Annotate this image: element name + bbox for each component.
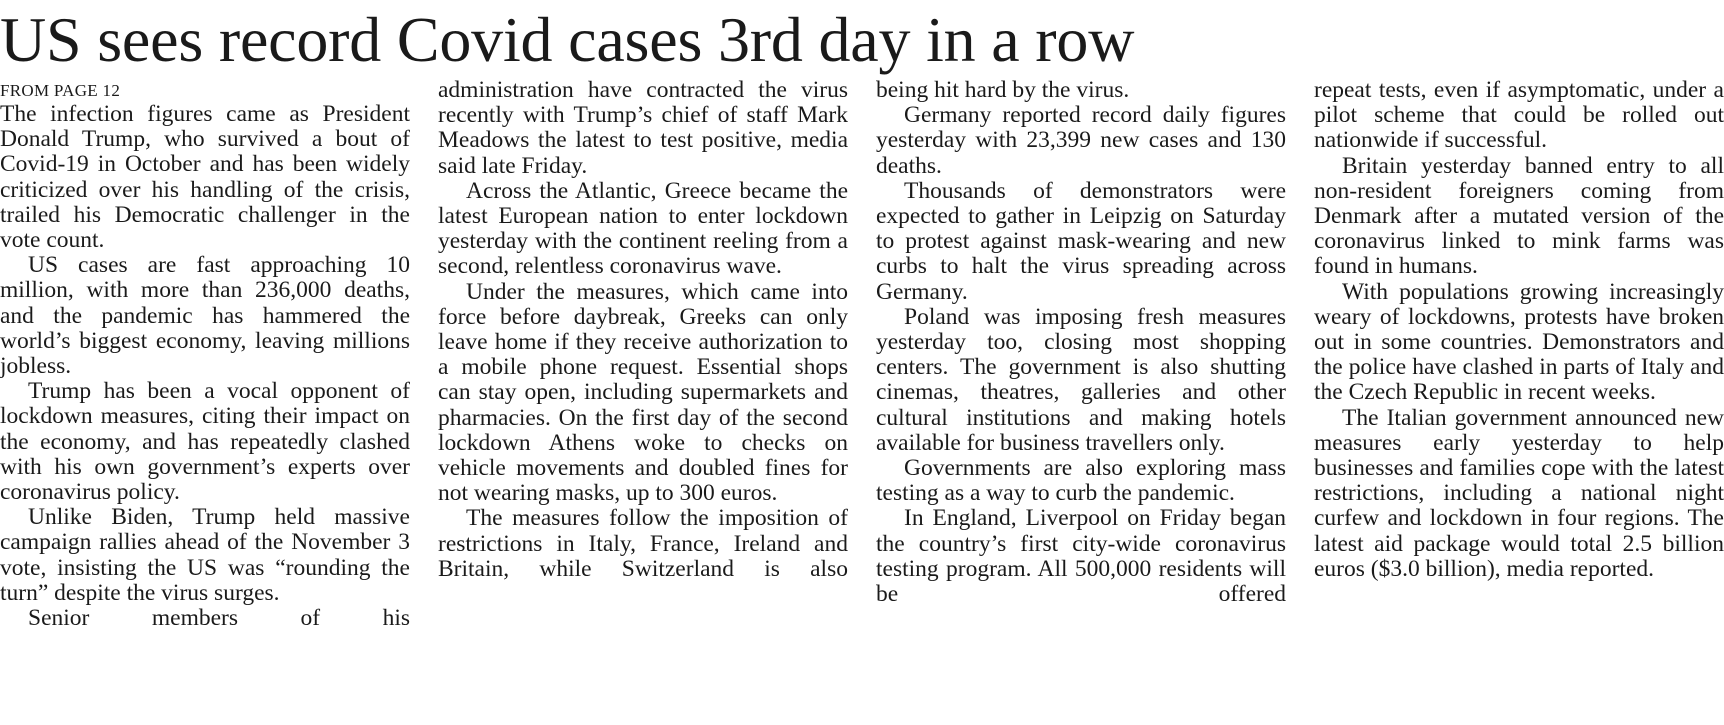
article-paragraph: Governments are also exploring mass testing as a way to curb the pandemic. xyxy=(876,455,1286,507)
article-paragraph: The Italian government announced new measures early yesterday to help businesses and families cope with the latest restrictions, including a national night curfew and lockdown in four regions. The latest aid package would total 2.5 billion euros ($3.0 billion), media reported. xyxy=(1314,404,1724,582)
article-paragraph: Poland was imposing fresh measures yesterday too, closing most shopping centers. The government is also shutting cinemas, theatres, galleries and other cultural institutions and making hotels available for business travellers only. xyxy=(876,303,1286,456)
article-body xyxy=(0,78,1724,723)
article-paragraph: In England, Liverpool on Friday began the country’s first city-wide coronavirus testing program. All 500,000 residents will be offered xyxy=(876,505,1286,608)
article-paragraph: Thousands of demonstrators were expected to gather in Leipzig on Saturday to protest against mask-wearing and new curbs to halt the virus spreading across Germany. xyxy=(876,177,1286,305)
article-paragraph: The measures follow the imposition of restrictions in Italy, France, Ireland and Britain, while Switzerland is also xyxy=(438,505,848,582)
article-paragraph: With populations growing increasingly weary of lockdowns, protests have broken out in some countries. Demonstrators and the police have clashed in parts of Italy and the Czech Republic in recent weeks. xyxy=(1314,278,1724,406)
article-column-1 xyxy=(0,78,410,723)
article-column-4 xyxy=(1314,78,1724,723)
article-column-3 xyxy=(876,78,1286,723)
headline: US sees record Covid cases 3rd day in a row xyxy=(0,4,1135,75)
article-paragraph: being hit hard by the virus. xyxy=(876,78,1130,103)
article-paragraph: Trump has been a vocal opponent of lockdown measures, citing their impact on the economy, and has repeatedly clashed with his own government’s experts over coronavirus policy. xyxy=(0,378,410,506)
article-paragraph: Unlike Biden, Trump held massive campaign rallies ahead of the November 3 vote, insisting the US was “rounding the turn” despite the virus surges. xyxy=(0,504,410,606)
continuation-kicker: FROM PAGE 12 xyxy=(0,81,121,100)
article-paragraph: repeat tests, even if asymptomatic, under a pilot scheme that could be rolled out nationwide if successful. xyxy=(1314,78,1724,154)
article-paragraph: Across the Atlantic, Greece became the latest European nation to enter lockdown yesterday with the continent reeling from a second, relentless coronavirus wave. xyxy=(438,177,848,280)
article-paragraph: Germany reported record daily figures yesterday with 23,399 new cases and 130 deaths. xyxy=(876,102,1286,179)
article-paragraph: Britain yesterday banned entry to all non-resident foreigners coming from Denmark after a mutated version of the coronavirus linked to mink farms was found in humans. xyxy=(1314,152,1724,280)
article-column-2 xyxy=(438,78,848,723)
article-paragraph: The infection figures came as President Donald Trump, who survived a bout of Covid-19 in October and has been widely criticized over his handling of the crisis, trailed his Democratic challenger in the vote count. xyxy=(0,101,410,254)
article-paragraph: Senior members of his xyxy=(28,605,410,632)
article-paragraph: US cases are fast approaching 10 million, with more than 236,000 deaths, and the pandemic has hammered the world’s biggest economy, leaving millions jobless. xyxy=(0,252,410,380)
article-paragraph: Under the measures, which came into force before daybreak, Greeks can only leave home if they receive authorization to a mobile phone request. Essential shops can stay open, including supermarkets and pharmacies. On the first day of the second lockdown Athens woke to checks on vehicle movements and doubled fines for not wearing masks, up to 300 euros. xyxy=(438,278,848,507)
article-paragraph: administration have contracted the virus recently with Trump’s chief of staff Mark Meadows the latest to test positive, media said late Friday. xyxy=(438,78,848,179)
